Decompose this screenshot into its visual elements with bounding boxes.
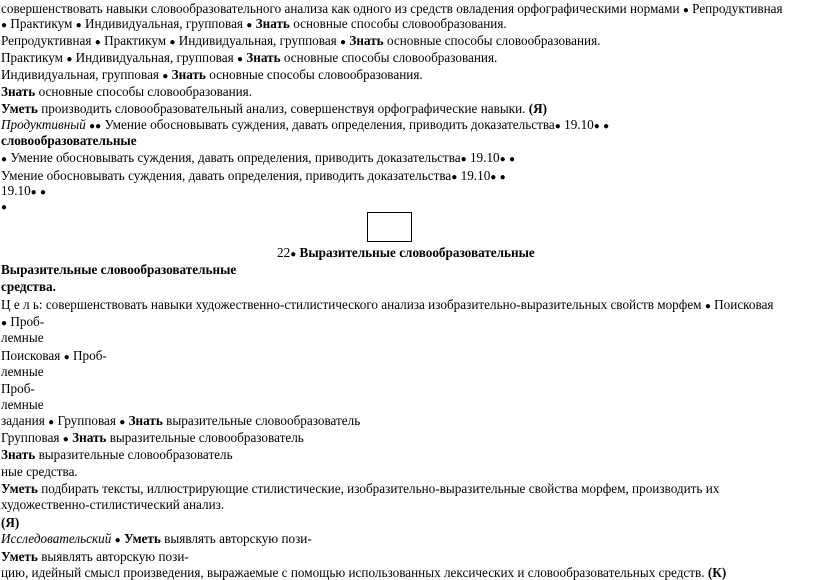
text-line	[1, 413, 360, 430]
text-line	[1, 33, 600, 50]
text-run: 19.10	[1, 183, 31, 198]
bullet-icon: ●	[66, 54, 73, 65]
text-run: выразительные словообразователь	[106, 430, 304, 445]
text-run: 19.10	[457, 168, 491, 183]
text-run: Поисковая	[1, 348, 64, 363]
bullet-icon: ●	[290, 249, 297, 260]
bullet-icon: ●	[94, 37, 101, 48]
text-run: Уметь	[1, 481, 38, 496]
text-run: лемные	[1, 364, 44, 379]
text-line	[1, 101, 547, 116]
bullet-icon: ●	[499, 154, 506, 165]
text-run: совершенствовать навыки словообразовательного анализа как одного из средств овладения орфографическими нормами	[1, 1, 683, 16]
text-run: (Я)	[528, 101, 548, 116]
text-run: производить словообразовательный анализ, совершенствуя орфографические навыки.	[37, 101, 529, 116]
text-run: Выразительные словообразовательные	[299, 245, 535, 260]
bullet-icon: ●	[1, 20, 8, 31]
bullet-icon: ●	[1, 318, 8, 329]
text-run: выявлять авторскую пози-	[37, 549, 189, 564]
text-run: основные способы словообразования.	[205, 67, 423, 82]
text-line	[1, 447, 233, 462]
text-line	[1, 84, 252, 99]
text-line	[1, 531, 312, 548]
text-run: задания	[1, 413, 49, 428]
text-run: Групповая	[54, 413, 120, 428]
text-line	[1, 314, 44, 331]
text-run: выразительные словообразователь	[162, 413, 361, 428]
text-line	[1, 67, 423, 84]
text-run: Практикум	[1, 50, 67, 65]
empty-frame	[367, 212, 412, 242]
bullet-icon: ●	[48, 417, 55, 428]
text-line	[1, 549, 189, 564]
bullet-icon: ●	[75, 20, 82, 31]
text-run: лемные	[1, 330, 44, 345]
bullet-icon: ●	[95, 121, 102, 132]
bullet-icon: ●	[114, 535, 121, 546]
bullet-icon: ●	[460, 154, 467, 165]
bullet-icon: ●	[169, 37, 176, 48]
text-line	[1, 198, 7, 215]
text-run: Знать	[171, 67, 206, 82]
bullet-icon: ●	[40, 187, 47, 198]
text-line	[1, 565, 726, 580]
text-run: Проб-	[1, 381, 35, 396]
bullet-icon: ●	[62, 434, 69, 445]
bullet-icon: ●	[30, 187, 37, 198]
text-line	[1, 497, 224, 512]
text-run: Знать	[72, 430, 107, 445]
text-run: основные способы словообразования.	[383, 33, 601, 48]
text-line	[1, 117, 609, 134]
bullet-icon: ●	[1, 154, 8, 165]
bullet-icon: ●	[593, 121, 600, 132]
bullet-icon: ●	[451, 172, 458, 183]
text-run: Исследовательский	[1, 531, 112, 546]
bullet-icon: ●	[340, 37, 347, 48]
text-run: Уметь	[123, 531, 161, 546]
text-run: выразительные словообразователь	[35, 447, 233, 462]
bullet-icon: ●	[682, 5, 689, 16]
text-run: Выразительные словообразовательные	[1, 262, 237, 277]
bullet-icon: ●	[704, 301, 711, 312]
text-run: Практикум	[100, 33, 170, 48]
text-run: Знать	[255, 16, 290, 31]
text-line	[1, 150, 515, 167]
text-line	[1, 397, 44, 412]
text-run: выявлять авторскую пози-	[160, 531, 312, 546]
text-line	[1, 464, 78, 479]
text-line	[1, 330, 44, 345]
text-run: лемные	[1, 397, 44, 412]
text-line	[1, 515, 19, 530]
text-run: 19.10	[466, 150, 500, 165]
bullet-icon: ●	[246, 20, 253, 31]
text-line	[1, 430, 304, 447]
bullet-icon: ●	[1, 202, 8, 213]
text-run: Индивидуальная, групповая	[175, 33, 341, 48]
bullet-icon: ●	[508, 154, 516, 165]
text-run: цию, идейный смысл произведения, выражаемые с помощью использованных лексических и словообразовательных средств.	[1, 565, 708, 580]
text-line	[1, 262, 236, 277]
text-run: Продуктивный	[1, 117, 86, 132]
text-run: Репродуктивная	[688, 1, 783, 16]
text-run: Уметь	[1, 549, 38, 564]
text-run: Индивидуальная, групповая	[72, 50, 237, 65]
text-run: словообразовательные	[1, 133, 137, 148]
text-run: 19.10	[560, 117, 594, 132]
text-run: художественно-стилистический анализ.	[1, 497, 225, 512]
text-line	[1, 481, 719, 496]
text-run: Знать	[349, 33, 384, 48]
text-run: 22	[277, 245, 291, 260]
text-line	[1, 381, 35, 396]
text-run: Знать	[128, 413, 163, 428]
text-run: средства.	[1, 279, 56, 294]
text-run: Практикум	[7, 16, 76, 31]
text-line	[1, 50, 497, 67]
text-run: Знать	[1, 447, 36, 462]
bullet-icon: ●	[63, 352, 70, 363]
bullet-icon: ●	[236, 54, 243, 65]
text-run: подбирать тексты, иллюстрирующие стилистические, изобразительно-выразительные свойства морфем, производить их	[37, 481, 720, 496]
text-run: Проб-	[7, 314, 45, 329]
text-line	[1, 16, 507, 33]
text-line	[1, 183, 46, 200]
text-run: (Я)	[1, 515, 20, 530]
text-run: ные средства.	[1, 464, 78, 479]
bullet-icon: ●	[499, 172, 506, 183]
bullet-icon: ●	[603, 121, 610, 132]
text-line	[1, 279, 56, 294]
bullet-icon: ●	[119, 417, 126, 428]
text-run: Умение обосновывать суждения, давать определения, приводить доказательства	[7, 150, 461, 165]
text-run: Репродуктивная	[1, 33, 95, 48]
text-run: Проб-	[69, 348, 107, 363]
text-line	[277, 245, 535, 262]
bullet-icon: ●	[89, 121, 96, 132]
text-run: основные способы словообразования.	[35, 84, 253, 99]
bullet-icon: ●	[490, 172, 497, 183]
bullet-icon: ●	[162, 71, 169, 82]
text-line	[1, 297, 774, 314]
text-run: Уметь	[1, 101, 38, 116]
text-run: Ц е л ь: совершенствовать навыки художественно-стилистического анализа изобразительно-выразительных свойств морфем	[1, 297, 705, 312]
text-run: Умение обосновывать суждения, давать определения, приводить доказательства	[1, 168, 452, 183]
text-run: Индивидуальная, групповая	[81, 16, 247, 31]
text-run: основные способы словообразования.	[289, 16, 507, 31]
text-run: Знать	[1, 84, 36, 99]
text-line	[1, 348, 107, 365]
text-run: Поисковая	[710, 297, 774, 312]
text-run: (К)	[707, 565, 727, 580]
text-run: Групповая	[1, 430, 63, 445]
text-run: Индивидуальная, групповая	[1, 67, 163, 82]
bullet-icon: ●	[554, 121, 561, 132]
text-run: основные способы словообразования.	[280, 50, 498, 65]
text-line	[1, 168, 506, 185]
text-line	[1, 133, 137, 148]
text-run: Знать	[246, 50, 281, 65]
text-line	[1, 364, 44, 379]
text-run: Умение обосновывать суждения, давать определения, приводить доказательства	[101, 117, 555, 132]
